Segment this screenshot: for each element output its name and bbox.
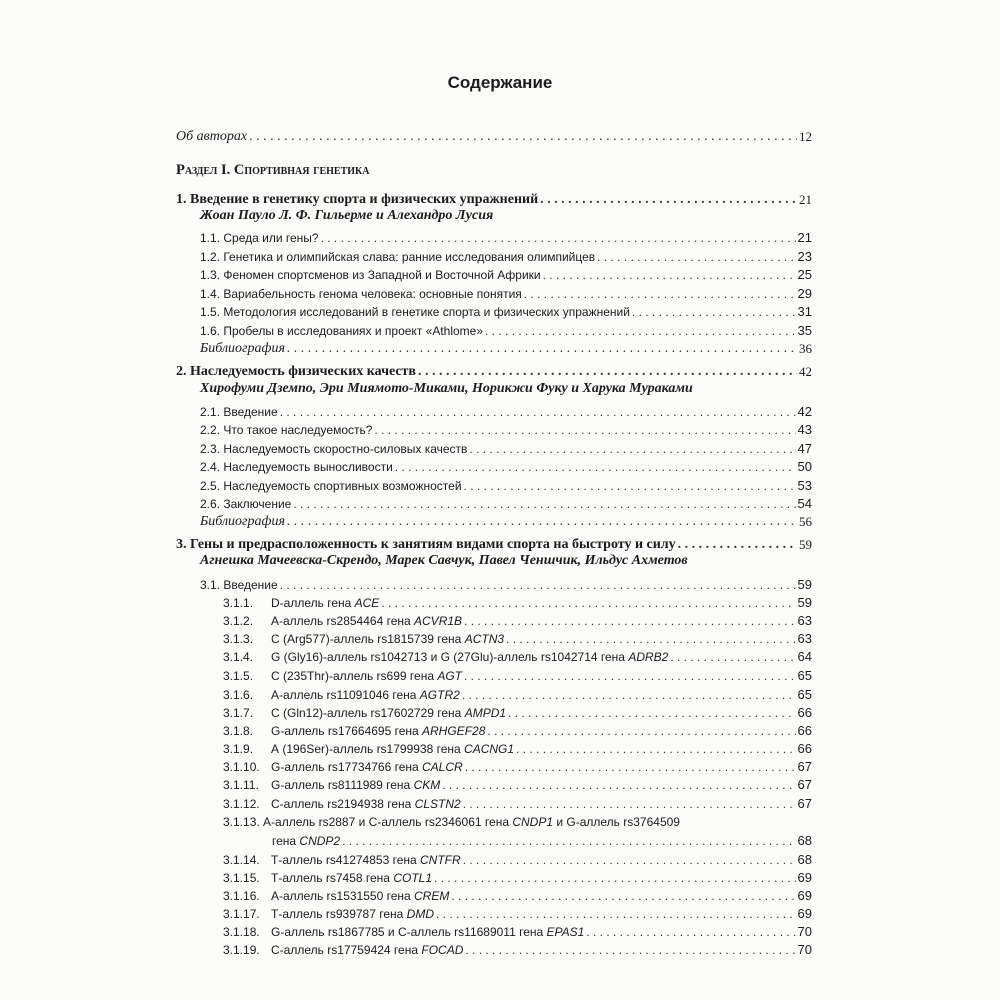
leader-dots — [436, 905, 796, 923]
toc-entry-label: С-аллель rs2194938 гена — [271, 797, 415, 811]
leader-dots — [464, 667, 796, 685]
toc-entry-label: 2.2. Что такое наследуемость? — [200, 423, 373, 437]
gene-name: ACE — [354, 596, 380, 610]
toc-entry[interactable] — [223, 887, 812, 905]
toc-page-number: 59 — [797, 577, 812, 592]
entry-number: 3.1.17. — [223, 907, 260, 921]
gene-name: CALCR — [422, 760, 463, 774]
leader-dots — [342, 832, 795, 850]
gene-name: AGTR2 — [419, 688, 460, 702]
toc-entry-label: 2.1. Введение — [200, 405, 278, 419]
toc-page-number: 66 — [797, 705, 812, 720]
leader-dots — [381, 594, 795, 612]
toc-page-number: 65 — [797, 668, 812, 683]
leader-dots — [293, 495, 795, 513]
toc-entry[interactable] — [223, 667, 812, 685]
chapter-authors: Агнешка Мачеевска-Скрендо, Марек Савчук, Павел Ченшчик, Ильдус Ахметов — [200, 553, 688, 568]
entry-number: 3.1.5. — [223, 669, 254, 683]
chapter-authors: Жоан Пауло Л. Ф. Гильерме и Алехандро Лусия — [200, 208, 494, 223]
gene-name: CLSTN2 — [414, 797, 461, 811]
toc-entry[interactable] — [223, 740, 812, 758]
leader-dots — [516, 740, 795, 758]
entry-number: 3.1.13. — [223, 815, 260, 829]
toc-page-number: 66 — [797, 723, 812, 738]
toc-entry-label: D-аллель гена — [271, 596, 355, 610]
entry-number: 3.1.9. — [223, 742, 254, 756]
chapter-title: 2. Наследуемость физических качеств — [176, 364, 416, 379]
toc-page-number: 36 — [799, 341, 812, 356]
toc-entry-label: и G-аллель rs3764509 — [553, 815, 680, 829]
leader-dots — [463, 851, 796, 869]
leader-dots — [374, 421, 795, 439]
entry-number: 3.1.1. — [223, 596, 254, 610]
toc-page-number: 43 — [797, 422, 812, 437]
toc-page-number: 12 — [799, 129, 812, 144]
entry-number: 3.1.15. — [223, 871, 260, 885]
toc-entry-label: 2.5. Наследуемость спортивных возможностей — [200, 479, 462, 493]
entry-number: 3.1.7. — [223, 706, 254, 720]
entry-number: 3.1.2. — [223, 614, 254, 628]
toc-page-number: 21 — [799, 192, 812, 207]
toc-page-number: 66 — [797, 741, 812, 756]
toc-entry[interactable] — [223, 923, 812, 941]
toc-page-number: 56 — [799, 514, 812, 529]
leader-dots — [249, 128, 797, 146]
leader-dots — [287, 513, 797, 531]
entry-number: 3.1.18. — [223, 925, 260, 939]
toc-page-number: 69 — [797, 870, 812, 885]
toc-entry[interactable] — [200, 303, 812, 321]
toc-entry-bibliography[interactable] — [200, 513, 812, 531]
toc-page-number: 63 — [797, 631, 812, 646]
gene-name: DMD — [406, 907, 434, 921]
toc-entry[interactable] — [200, 458, 812, 476]
toc-page-number: 68 — [797, 833, 812, 848]
toc-page-number: 69 — [797, 906, 812, 921]
toc-entry[interactable] — [223, 722, 812, 740]
toc-entry[interactable] — [223, 630, 812, 648]
toc-entry-about-authors[interactable] — [176, 128, 812, 146]
leader-dots — [506, 630, 795, 648]
toc-entry-multiline[interactable] — [223, 813, 680, 831]
chapter-title: 1. Введение в генетику спорта и физических упражнений — [176, 192, 539, 207]
gene-name: ADRB2 — [628, 650, 669, 664]
leader-dots — [543, 266, 796, 284]
toc-entry-label: 1.2. Генетика и олимпийская слава: ранние исследования олимпийцев — [200, 250, 596, 264]
gene-name: ACTN3 — [464, 632, 505, 646]
entry-number: 3.1.19. — [223, 943, 260, 957]
gene-name: CACNG1 — [464, 742, 515, 756]
toc-entry[interactable] — [200, 477, 812, 495]
toc-page-number: 67 — [797, 759, 812, 774]
toc-entry[interactable] — [223, 795, 812, 813]
toc-page-number: 53 — [797, 478, 812, 493]
toc-page-number: 67 — [797, 796, 812, 811]
toc-entry[interactable] — [200, 285, 812, 303]
gene-name: ARHGEF28 — [422, 724, 486, 738]
toc-page-number: 23 — [797, 249, 812, 264]
toc-entry[interactable] — [223, 941, 812, 959]
gene-name: CREM — [414, 889, 450, 903]
leader-dots — [586, 923, 795, 941]
toc-entry-label: Библиография — [200, 514, 285, 529]
leader-dots — [280, 403, 796, 421]
leader-dots — [508, 704, 795, 722]
toc-entry-label: А-аллель rs11091046 гена — [271, 688, 420, 702]
leader-dots — [451, 887, 795, 905]
toc-entry-label: С (Arg577)-аллель rs1815739 гена — [271, 632, 465, 646]
toc-chapter-1[interactable] — [176, 191, 812, 209]
toc-page-number: 70 — [797, 942, 812, 957]
toc-page-number: 47 — [797, 441, 812, 456]
toc-page-number: 31 — [797, 304, 812, 319]
toc-entry[interactable] — [200, 440, 812, 458]
leader-dots — [464, 612, 795, 630]
toc-entry-label: 1.1. Среда или гены? — [200, 231, 319, 245]
toc-entry-label: 1.6. Пробелы в исследованиях и проект «Athlome» — [200, 324, 484, 338]
toc-entry-label: G-аллель rs17664695 гена — [271, 724, 423, 738]
toc-entry-label: G-аллель rs1867785 и С-аллель rs11689011 гена — [271, 925, 547, 939]
toc-page-number: 68 — [797, 852, 812, 867]
toc-entry-label: гена — [272, 834, 300, 848]
toc-entry[interactable] — [200, 495, 812, 513]
toc-entry-label: Т-аллель rs939787 гена — [271, 907, 407, 921]
leader-dots — [487, 722, 795, 740]
entry-number: 3.1.8. — [223, 724, 254, 738]
toc-entry-label: 1.4. Вариабельность генома человека: основные понятия — [200, 287, 522, 301]
toc-page-number: 63 — [797, 613, 812, 628]
toc-entry-label: Т-аллель rs7458 гена — [271, 871, 394, 885]
toc-entry[interactable] — [223, 612, 812, 630]
leader-dots — [469, 440, 795, 458]
toc-entry[interactable] — [223, 686, 812, 704]
toc-entry-label: 1.3. Феномен спортсменов из Западной и Восточной Африки — [200, 268, 541, 282]
gene-name: CNDP2 — [299, 834, 341, 848]
leader-dots — [287, 340, 797, 358]
toc-entry[interactable] — [223, 594, 812, 612]
toc-entry-label: А-аллель rs2854464 гена — [271, 614, 415, 628]
toc-entry[interactable] — [223, 704, 812, 722]
toc-entry-label: А (196Ser)-аллель rs1799938 гена — [271, 742, 465, 756]
toc-page-number: 59 — [797, 595, 812, 610]
toc-entry[interactable] — [200, 576, 812, 594]
toc-entry[interactable] — [223, 648, 812, 666]
toc-chapter-3[interactable] — [176, 536, 812, 554]
leader-dots — [465, 758, 796, 776]
toc-page-number: 42 — [797, 404, 812, 419]
leader-dots — [524, 285, 796, 303]
toc-page-number: 54 — [797, 496, 812, 511]
toc-entry[interactable] — [200, 421, 812, 439]
toc-entry-continuation[interactable] — [272, 832, 812, 850]
leader-dots — [321, 229, 796, 247]
leader-dots — [464, 477, 796, 495]
toc-entry-label: Об авторах — [176, 129, 248, 144]
toc-page-number: 21 — [797, 230, 812, 245]
toc-entry[interactable] — [223, 905, 812, 923]
leader-dots — [465, 941, 795, 959]
toc-entry-label: Библиография — [200, 341, 285, 356]
toc-entry-label: G-аллель rs8111989 гена — [271, 778, 414, 792]
toc-page-number: 35 — [797, 323, 812, 338]
leader-dots — [280, 576, 796, 594]
toc-entry[interactable] — [200, 403, 812, 421]
toc-entry-label: 2.4. Наследуемость выносливости — [200, 460, 393, 474]
leader-dots — [678, 536, 797, 554]
entry-number: 3.1.11. — [223, 778, 259, 792]
toc-page-number: 69 — [797, 888, 812, 903]
chapter-authors: Хирофуми Дземпо, Эри Миямото-Миками, Норикжи Фуку и Харука Мураками — [200, 381, 693, 396]
leader-dots — [418, 363, 797, 381]
leader-dots — [462, 686, 796, 704]
toc-entry-label: А-аллель rs1531550 гена — [271, 889, 415, 903]
entry-number: 3.1.10. — [223, 760, 260, 774]
gene-name: EPAS1 — [546, 925, 585, 939]
gene-name: CKM — [413, 778, 441, 792]
gene-name: FOCAD — [421, 943, 464, 957]
chapter-title: 3. Гены и предрасположенность к занятиям видами спорта на быстроту и силу — [176, 537, 676, 552]
toc-entry-label: 1.5. Методология исследований в генетике спорта и физических упражнений — [200, 305, 630, 319]
toc-entry[interactable] — [223, 758, 812, 776]
toc-entry[interactable] — [200, 229, 812, 247]
toc-entry-label: С (235Thr)-аллель rs699 гена — [271, 669, 438, 683]
toc-entry[interactable] — [223, 776, 812, 794]
toc-entry[interactable] — [223, 851, 812, 869]
toc-entry[interactable] — [200, 322, 812, 340]
entry-number: 3.1.16. — [223, 889, 260, 903]
toc-page-number: 70 — [797, 924, 812, 939]
leader-dots — [670, 648, 795, 666]
toc-entry-label: G (Gly16)-аллель rs1042713 и G (27Glu)-аллель rs1042714 гена — [271, 650, 629, 664]
toc-page-number: 29 — [797, 286, 812, 301]
toc-entry-label: А-аллель rs2887 и С-аллель rs2346061 гена — [263, 815, 513, 829]
toc-page-number: 50 — [797, 459, 812, 474]
entry-number: 3.1.6. — [223, 688, 254, 702]
leader-dots — [632, 303, 796, 321]
toc-page-number: 65 — [797, 687, 812, 702]
toc-entry-label: 2.3. Наследуемость скоростно-силовых качеств — [200, 442, 468, 456]
gene-name: CNTFR — [420, 853, 461, 867]
toc-entry-bibliography[interactable] — [200, 340, 812, 358]
gene-name: COTL1 — [393, 871, 433, 885]
toc-entry-label: Т-аллель rs41274853 гена — [271, 853, 421, 867]
entry-number: 3.1.4. — [223, 650, 254, 664]
toc-entry[interactable] — [200, 266, 812, 284]
toc-entry-label: 2.6. Заключение — [200, 497, 292, 511]
leader-dots — [442, 776, 795, 794]
toc-entry-label: G-аллель rs17734766 гена — [271, 760, 423, 774]
toc-page-number: 59 — [799, 537, 812, 552]
leader-dots — [463, 795, 796, 813]
gene-name: AGT — [437, 669, 462, 683]
leader-dots — [434, 869, 796, 887]
gene-name: CNDP1 — [512, 815, 554, 829]
gene-name: ACVR1B — [414, 614, 463, 628]
toc-chapter-2[interactable] — [176, 363, 812, 381]
toc-page-number: 67 — [797, 777, 812, 792]
toc-entry-label: С (Gln12)-аллель rs17602729 гена — [271, 706, 465, 720]
toc-entry-label: 3.1. Введение — [200, 578, 278, 592]
leader-dots — [485, 322, 796, 340]
section-heading: Раздел I. Спортивная генетика — [176, 162, 370, 178]
entry-number: 3.1.14. — [223, 853, 260, 867]
toc-page-number: 42 — [799, 364, 812, 379]
entry-number: 3.1.3. — [223, 632, 254, 646]
toc-page-number: 64 — [797, 649, 812, 664]
gene-name: AMPD1 — [464, 706, 507, 720]
entry-number: 3.1.12. — [223, 797, 260, 811]
page-title: Содержание — [447, 73, 553, 92]
leader-dots — [597, 248, 795, 266]
toc-entry-label: С-аллель rs17759424 гена — [271, 943, 422, 957]
toc-entry[interactable] — [200, 248, 812, 266]
leader-dots — [395, 458, 796, 476]
toc-page-number: 25 — [797, 267, 812, 282]
leader-dots — [540, 191, 797, 209]
toc-entry[interactable] — [223, 869, 812, 887]
